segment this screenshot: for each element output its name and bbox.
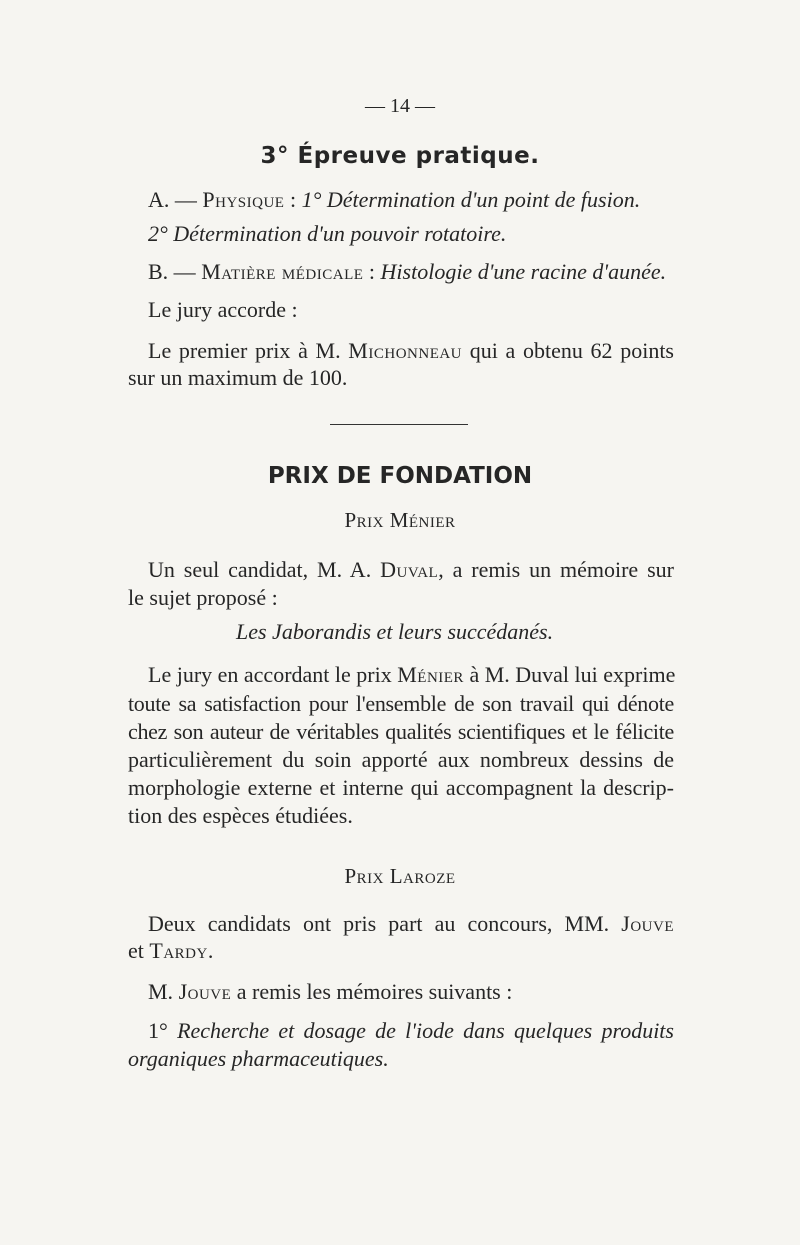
line-b-sep: : (363, 259, 381, 284)
prix-fondation-heading: PRIX DE FONDATION (267, 463, 533, 489)
prize-name-menier: Ménier (397, 662, 464, 687)
line-matiere-medicale (148, 258, 666, 286)
laureate-name: Michonneau (348, 338, 463, 363)
prize-text-b: qui a obtenu 62 points (462, 338, 674, 363)
menier-para2-line1 (148, 661, 674, 689)
section-title: 3° Épreuve pratique. (260, 143, 540, 169)
item-title: Recherche et dosage de l'iode dans quelques produits (177, 1018, 674, 1043)
menier-para2-line4: particulièrement du soin apporté aux nombreux dessins de (128, 747, 674, 772)
menier-para2-line3: chez son auteur de véritables qualités scientifiques et le félicite (128, 719, 674, 744)
laroze-para2 (148, 978, 512, 1006)
laroze-text-a: Deux candidats ont pris part au concours, MM. (148, 911, 622, 936)
jury-accorde: Le jury accorde : (148, 297, 298, 322)
prix-menier-title: Prix Ménier (344, 508, 456, 532)
menier-para1-line1 (148, 556, 674, 584)
laroze-p2-text-b: a remis les mémoires suivants : (231, 979, 513, 1004)
physique-test-2: 2° Détermination d'un pouvoir rotatoire. (148, 221, 507, 246)
line-a-prefix: A. — (148, 187, 203, 212)
section-divider (330, 424, 468, 425)
laroze-item1-line2: organiques pharmaceutiques. (128, 1046, 389, 1071)
page-number: — 14 — (365, 95, 435, 117)
laroze-item1-line1 (148, 1017, 674, 1045)
prize-text-a: Le premier prix à M. (148, 338, 349, 363)
menier-para1-line2: le sujet proposé : (128, 585, 278, 610)
line-a-sep: : (284, 187, 302, 212)
candidate-name-duval: Duval (380, 557, 439, 582)
physique-test-1: 1° Détermination d'un point de fusion. (301, 187, 641, 212)
laroze-text-et: et (128, 938, 150, 963)
candidate-name-tardy: Tardy (149, 938, 208, 963)
prize-line-2: sur un maximum de 100. (128, 365, 348, 390)
line-physique (148, 186, 640, 214)
label-matiere-medicale: Matière médicale (201, 259, 364, 284)
laroze-p2-text-a: M. (148, 979, 179, 1004)
line-b-prefix: B. — (148, 259, 202, 284)
prix-laroze-title: Prix Laroze (344, 864, 456, 888)
menier-para2-line2: toute sa satisfaction pour l'ensemble de son travail qui dénote (128, 691, 674, 716)
prize-line-1 (148, 337, 674, 365)
candidate-name-jouve-2: Jouve (178, 979, 232, 1004)
menier-p2-text-a: Le jury en accordant le prix (148, 662, 398, 687)
menier-p2-text-b: à M. Duval lui exprime (463, 662, 676, 687)
menier-text-b: , a remis un mémoire sur (438, 557, 674, 582)
matiere-medicale-test: Histologie d'une racine d'aunée. (380, 259, 667, 284)
candidate-name-jouve: Jouve (621, 911, 674, 936)
item-number: 1° (148, 1018, 178, 1043)
label-physique: Physique (202, 187, 285, 212)
menier-text-a: Un seul candidat, M. A. (148, 557, 381, 582)
laroze-para1-line1 (148, 910, 674, 938)
menier-subject: Les Jaborandis et leurs succédanés. (236, 619, 554, 644)
menier-para2-line5: morphologie externe et interne qui accompagnent la descrip- (128, 775, 674, 800)
menier-para2-line6: tion des espèces étudiées. (128, 803, 353, 828)
laroze-text-period: . (207, 938, 214, 963)
laroze-para1-line2 (128, 937, 213, 965)
